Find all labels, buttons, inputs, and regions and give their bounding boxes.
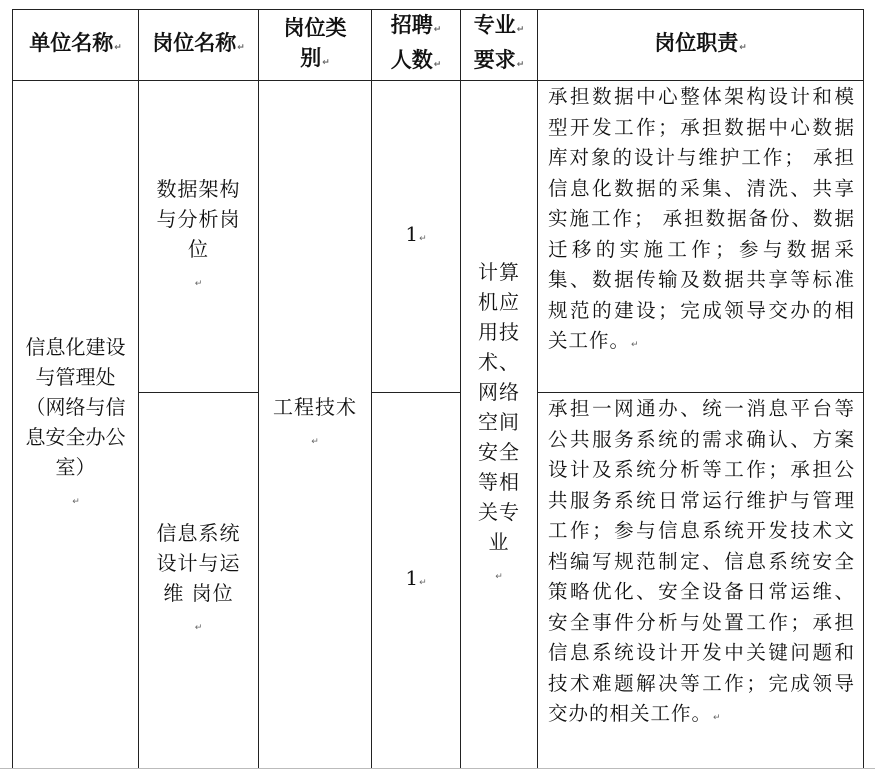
header-row	[13, 10, 864, 81]
header-unit-name: 单位名称↵	[13, 10, 139, 81]
header-major-requirement: 专业↵ 要求↵	[461, 10, 538, 81]
recruit-count-cell: 1↵	[372, 81, 461, 393]
recruitment-table	[12, 9, 864, 769]
position-cell: 信息系统设计与运维 岗位↵	[139, 393, 259, 769]
table-row	[13, 393, 864, 769]
header-recruit-count: 招聘↵ 人数↵	[372, 10, 461, 81]
page-bottom-rule	[0, 768, 875, 769]
header-position-name: 岗位名称↵	[139, 10, 259, 81]
header-position-type: 岗位类 别↵	[259, 10, 372, 81]
table-row	[13, 81, 864, 393]
duties-cell: 承担一网通办、统一消息平台等公共服务系统的需求确认、方案设计及系统分析等工作；承担公共服务系统日常运行维护与管理工作；参与信息系统开发技术文档编写规范制定、信息系统安全策略优化、安全设备日常运维、安全事件分析与处置工作；承担信息系统设计开发中关键问题和技术难题解决等工作；完成领导交办的相关工作。↵	[538, 393, 864, 769]
major-requirement-cell: 计算机应用技术、网络空间安全等相关专业↵	[461, 81, 538, 769]
position-cell: 数据架构与分析岗位↵	[139, 81, 259, 393]
unit-cell: 信息化建设与管理处（网络与信息安全办公室）↵	[13, 81, 139, 769]
header-duties: 岗位职责↵	[538, 10, 864, 81]
duties-cell: 承担数据中心整体架构设计和模型开发工作；承担数据中心数据库对象的设计与维护工作； 承担信息化数据的采集、清洗、共享实施工作； 承担数据备份、数据迁移的实施工作；参与数据采集、数据传输及数据共享等标准规范的建设；完成领导交办的相关工作。↵	[538, 81, 864, 393]
position-type-cell: 工程技术↵	[259, 81, 372, 769]
recruit-count-cell: 1↵	[372, 393, 461, 769]
